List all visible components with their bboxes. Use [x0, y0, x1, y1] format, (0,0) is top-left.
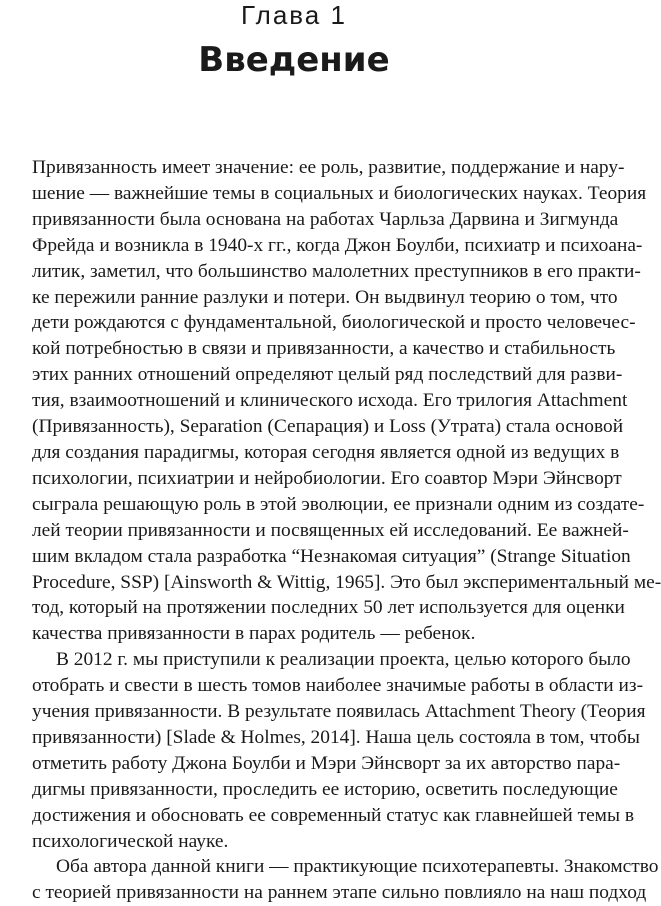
- text-line: Procedure, SSP) [Ainsworth & Wittig, 1965]. Это был экспериментальный ме-: [32, 571, 661, 593]
- text-line: с теорией привязанности на раннем этапе сильно повлияло на наш подход: [32, 882, 647, 904]
- text-line: лей теории привязанности и посвященных ей исследований. Ее важней-: [32, 519, 629, 541]
- text-line: отобрать и свести в шесть томов наиболее значимые работы в области из-: [32, 675, 644, 697]
- text-line: тод, который на протяжении последних 50 лет используется для оценки: [32, 597, 625, 619]
- paragraph: [32, 155, 661, 647]
- text-line: качества привязанности в парах родитель — ребенок.: [32, 623, 476, 645]
- chapter-title: Введение: [198, 40, 390, 80]
- text-line: Привязанность имеет значение: ее роль, развитие, поддержание и нару-: [32, 157, 625, 178]
- text-line: привязанности была основана на работах Чарльза Дарвина и Зигмунда: [32, 208, 619, 230]
- text-line: кой потребностью в связи и привязанности, а качество и стабильность: [32, 338, 616, 360]
- chapter-label: Глава 1: [241, 0, 347, 30]
- text-line: литик, заметил, что большинство малолетних преступников в его практи-: [32, 260, 641, 282]
- text-line: учения привязанности. В результате появилась Attachment Theory (Теория: [32, 701, 646, 723]
- text-line: достижения и обосновать ее современный статус как главнейшей темы в: [32, 804, 634, 826]
- text-line: шим вкладом стала разработка “Незнакомая ситуация” (Strange Situation: [32, 545, 631, 567]
- text-line: дигмы привязанности, проследить ее историю, осветить последующие: [32, 778, 618, 800]
- body-text: [32, 155, 661, 906]
- paragraph: [32, 854, 659, 906]
- text-line: (Привязанность), Separation (Сепарация) и Loss (Утрата) стала основой: [32, 416, 624, 438]
- text-line: отметить работу Джона Боулби и Мэри Эйнсворт за их авторство пара-: [32, 752, 621, 774]
- text-line: для создания парадигмы, которая сегодня является одной из ведущих в: [32, 441, 620, 463]
- text-line: Фрейда и возникла в 1940-х гг., когда Джон Боулби, психиатр и психоана-: [32, 234, 643, 256]
- text-line: дети рождаются с фундаментальной, биологической и просто человечес-: [32, 312, 636, 334]
- text-line: ке пережили ранние разлуки и потери. Он выдвинул теорию о том, что: [32, 286, 618, 308]
- text-line: психологической науке.: [32, 830, 229, 852]
- text-line: Оба автора данной книги — практикующие психотерапевты. Знакомство: [56, 856, 659, 878]
- text-line: шение — важнейшие темы в социальных и биологических науках. Теория: [32, 182, 647, 204]
- text-line: В 2012 г. мы приступили к реализации проекта, целью которого было: [56, 649, 631, 671]
- text-line: привязанности) [Slade & Holmes, 2014]. Наша цель состояла в том, чтобы: [32, 726, 640, 748]
- text-line: психологии, психиатрии и нейробиологии. Его соавтор Мэри Эйнсворт: [32, 467, 622, 489]
- text-line: тия, взаимоотношений и клинического исхода. Его трилогия Attachment: [32, 390, 628, 412]
- paragraph: [32, 647, 646, 854]
- text-line: сыграла решающую роль в этой эволюции, ее признали одним из создате-: [32, 493, 645, 515]
- text-line: этих ранних отношений определяют целый ряд последствий для разви-: [32, 364, 623, 386]
